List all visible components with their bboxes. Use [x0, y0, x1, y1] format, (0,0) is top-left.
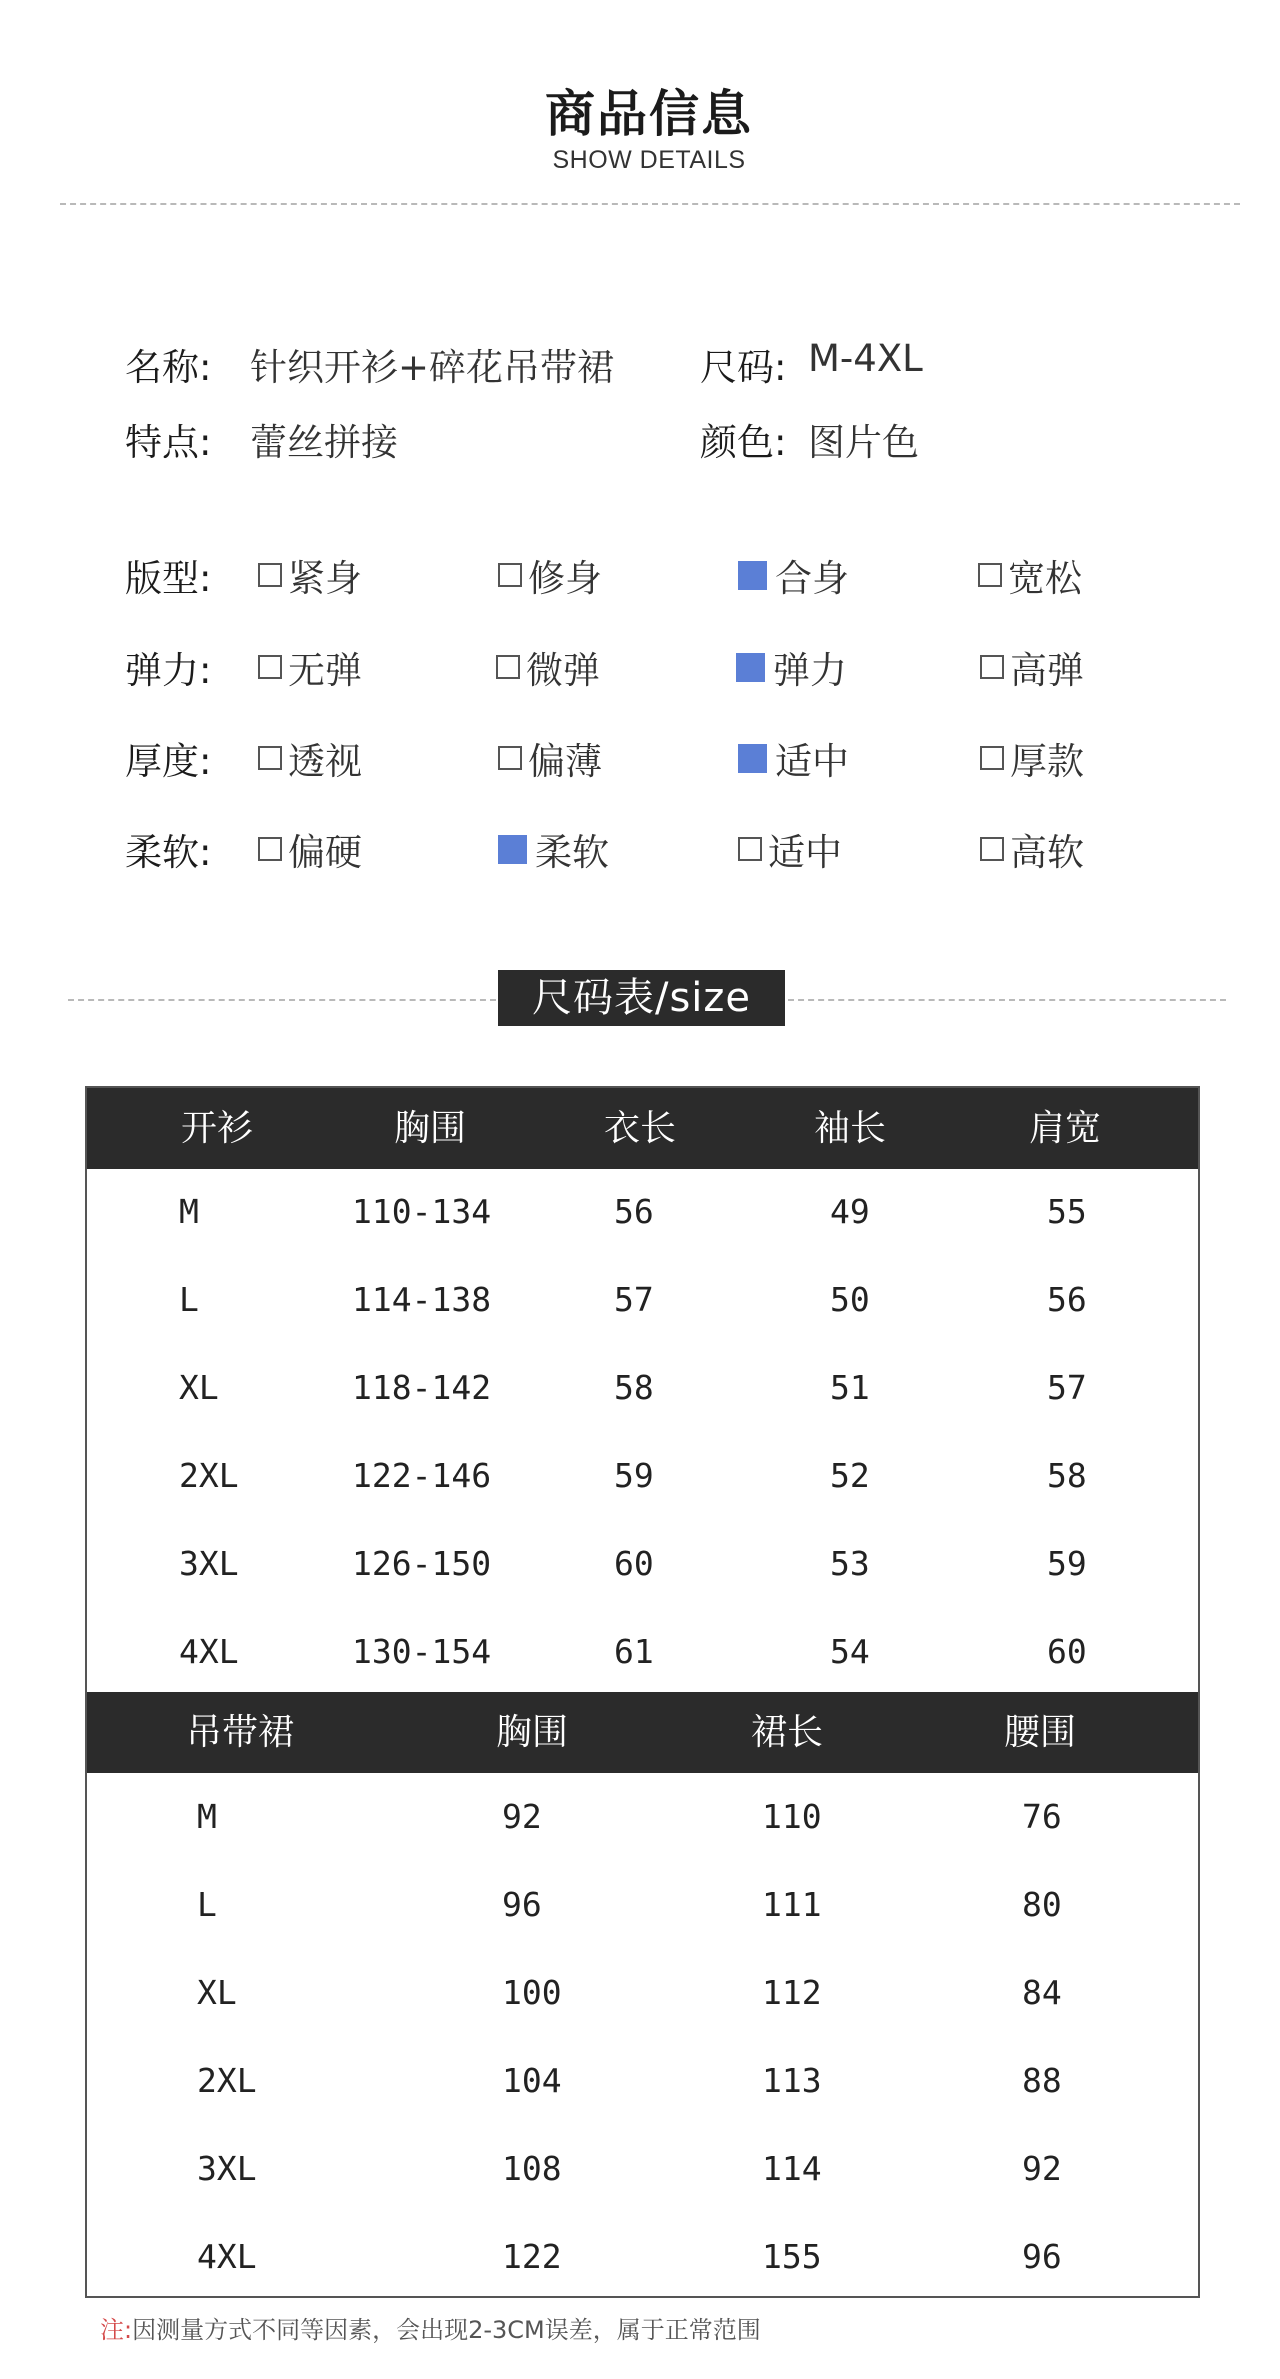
table-cell: 60: [614, 1544, 654, 1583]
table-cell: 130-154: [352, 1632, 492, 1671]
table-cell: 52: [830, 1456, 870, 1495]
attr-option-text: 修身: [528, 557, 602, 600]
table-cell: 110: [762, 1797, 822, 1836]
column-header: 胸围: [393, 1108, 466, 1149]
table-cell: 3XL: [197, 2149, 257, 2188]
checkbox-icon: [258, 746, 282, 770]
cardigan-size-table: [85, 1086, 1200, 1694]
table-cell: 92: [1022, 2149, 1062, 2188]
checkbox-checked-icon: [738, 561, 767, 590]
attr-option: [738, 822, 842, 876]
attr-option: [496, 640, 600, 694]
attr-option: [978, 548, 1082, 602]
checkbox-icon: [738, 837, 762, 861]
table-cell: 56: [1047, 1280, 1087, 1319]
column-header: 裙长: [750, 1712, 823, 1753]
attr-option-text: 弹力: [773, 649, 847, 692]
table-cell: 118-142: [352, 1368, 492, 1407]
checkbox-icon: [258, 655, 282, 679]
table-cell: 112: [762, 1973, 822, 2012]
table-cell: XL: [197, 1973, 237, 2012]
checkbox-icon: [258, 563, 282, 587]
table-cell: 126-150: [352, 1544, 492, 1583]
column-header: 吊带裙: [185, 1712, 294, 1753]
table-cell: 76: [1022, 1797, 1062, 1836]
color-label: 颜色:: [700, 421, 787, 464]
banner-divider-left: [68, 999, 496, 1001]
table-cell: XL: [179, 1368, 219, 1407]
checkbox-checked-icon: [738, 744, 767, 773]
table-cell: 155: [762, 2237, 822, 2276]
column-header: 袖长: [813, 1108, 886, 1149]
checkbox-checked-icon: [736, 653, 765, 682]
column-header: 衣长: [603, 1108, 676, 1149]
table-cell: 122: [502, 2237, 562, 2276]
table-cell: 56: [614, 1192, 654, 1231]
attr-option-text: 微弹: [526, 649, 600, 692]
table-cell: 96: [1022, 2237, 1062, 2276]
feature-value: 蕾丝拼接: [250, 421, 398, 464]
header-divider: [60, 203, 1240, 205]
table-cell: 84: [1022, 1973, 1062, 2012]
dress-size-table: [85, 1692, 1200, 2298]
table-cell: 59: [1047, 1544, 1087, 1583]
table-cell: 104: [502, 2061, 562, 2100]
attr-option-text: 厚款: [1010, 740, 1084, 783]
checkbox-icon: [498, 746, 522, 770]
table-cell: M: [179, 1192, 199, 1231]
table-header: [87, 1088, 1198, 1169]
table-cell: 114-138: [352, 1280, 492, 1319]
table-cell: 92: [502, 1797, 542, 1836]
attr-option-text: 紧身: [288, 557, 362, 600]
column-header: 肩宽: [1028, 1108, 1101, 1149]
measurement-note: [100, 2310, 761, 2345]
attr-option-text: 高软: [1010, 831, 1084, 874]
name-value: 针织开衫+碎花吊带裙: [250, 346, 615, 389]
attr-option-text: 偏薄: [528, 740, 602, 783]
column-header: 腰围: [1003, 1712, 1076, 1753]
attr-label-fit: 版型:: [125, 557, 212, 600]
table-cell: 2XL: [179, 1456, 239, 1495]
table-cell: 88: [1022, 2061, 1062, 2100]
attr-option: [258, 640, 362, 694]
attr-option-text: 高弹: [1010, 649, 1084, 692]
table-cell: 110-134: [352, 1192, 492, 1231]
checkbox-checked-icon: [498, 835, 527, 864]
attr-option-text: 适中: [775, 740, 849, 783]
attr-option: [980, 731, 1084, 785]
checkbox-icon: [498, 563, 522, 587]
attr-label-softness: 柔软:: [125, 831, 212, 874]
table-cell: 57: [1047, 1368, 1087, 1407]
table-cell: 4XL: [197, 2237, 257, 2276]
table-cell: 3XL: [179, 1544, 239, 1583]
table-cell: 113: [762, 2061, 822, 2100]
attr-option-text: 合身: [775, 557, 849, 600]
attr-option-text: 偏硬: [288, 831, 362, 874]
table-cell: L: [197, 1885, 217, 1924]
attr-option-text: 适中: [768, 831, 842, 874]
table-header: [87, 1692, 1198, 1773]
attr-option: [498, 548, 602, 602]
column-header: 胸围: [495, 1712, 568, 1753]
table-cell: L: [179, 1280, 199, 1319]
attr-option-text: 透视: [288, 740, 362, 783]
feature-label: 特点:: [125, 421, 212, 464]
checkbox-icon: [496, 655, 520, 679]
note-text: 因测量方式不同等因素，会出现2-3CM误差，属于正常范围: [132, 2316, 761, 2344]
attr-label-elasticity: 弹力:: [125, 649, 212, 692]
table-cell: 108: [502, 2149, 562, 2188]
checkbox-icon: [980, 746, 1004, 770]
table-cell: 54: [830, 1632, 870, 1671]
attr-option-text: 宽松: [1008, 557, 1082, 600]
attr-option: [498, 731, 602, 785]
attr-option: [258, 822, 362, 876]
table-cell: 57: [614, 1280, 654, 1319]
table-cell: 2XL: [197, 2061, 257, 2100]
table-cell: 4XL: [179, 1632, 239, 1671]
checkbox-icon: [980, 655, 1004, 679]
table-cell: 50: [830, 1280, 870, 1319]
note-lead: 注:: [100, 2316, 133, 2344]
table-cell: M: [197, 1797, 217, 1836]
checkbox-icon: [980, 837, 1004, 861]
table-cell: 100: [502, 1973, 562, 2012]
attr-option-text: 无弹: [288, 649, 362, 692]
checkbox-icon: [978, 563, 1002, 587]
table-cell: 49: [830, 1192, 870, 1231]
name-label: 名称:: [125, 346, 212, 389]
banner-divider-right: [788, 999, 1226, 1001]
table-cell: 55: [1047, 1192, 1087, 1231]
table-cell: 58: [614, 1368, 654, 1407]
table-cell: 122-146: [352, 1456, 492, 1495]
page-title: 商品信息: [545, 85, 753, 143]
table-cell: 58: [1047, 1456, 1087, 1495]
attr-option: [738, 548, 849, 602]
table-cell: 61: [614, 1632, 654, 1671]
table-cell: 53: [830, 1544, 870, 1583]
color-value: 图片色: [808, 421, 919, 464]
table-cell: 51: [830, 1368, 870, 1407]
table-cell: 114: [762, 2149, 822, 2188]
attr-option: [738, 731, 849, 785]
table-cell: 96: [502, 1885, 542, 1924]
attr-option: [498, 822, 609, 876]
attr-option: [258, 548, 362, 602]
attr-option: [980, 822, 1084, 876]
table-cell: 60: [1047, 1632, 1087, 1671]
attr-option: [258, 731, 362, 785]
page-subtitle: SHOW DETAILS: [552, 146, 746, 174]
attr-option: [980, 640, 1084, 694]
size-chart-banner: 尺码表/size: [498, 970, 785, 1026]
size-label: 尺码:: [700, 346, 787, 389]
table-cell: 111: [762, 1885, 822, 1924]
table-cell: 59: [614, 1456, 654, 1495]
attr-option: [736, 640, 847, 694]
column-header: 开衫: [180, 1108, 253, 1149]
table-cell: 80: [1022, 1885, 1062, 1924]
size-value: M-4XL: [808, 337, 923, 380]
checkbox-icon: [258, 837, 282, 861]
attr-label-thickness: 厚度:: [125, 740, 212, 783]
attr-option-text: 柔软: [535, 831, 609, 874]
